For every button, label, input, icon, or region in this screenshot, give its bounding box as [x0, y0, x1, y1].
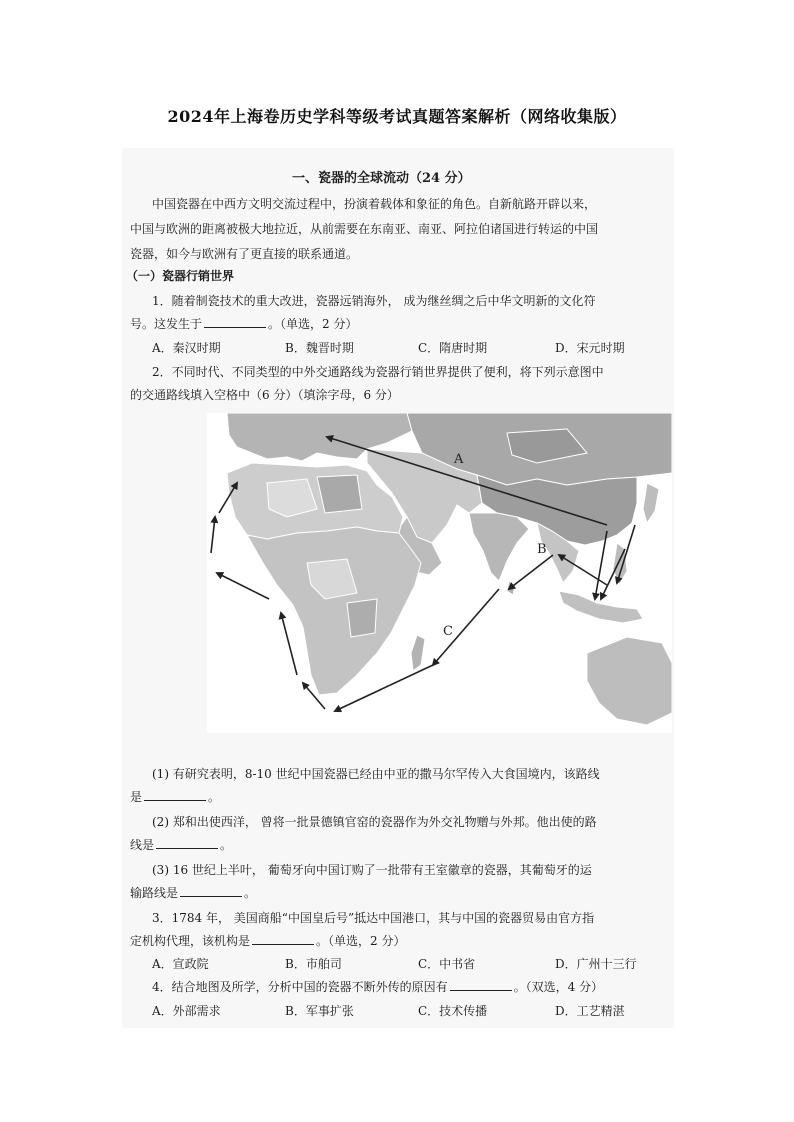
region-shade-2: [317, 475, 362, 513]
q1-note: 。（单选，2 分）: [268, 317, 358, 331]
q4-note: 。（双选，4 分）: [513, 980, 604, 994]
sub-q2-stem: 线是: [130, 838, 155, 852]
sub-q1-end: 。: [208, 790, 221, 804]
section-title: 一、瓷器的全球流动（24 分）: [292, 171, 471, 186]
q4-options: [152, 1003, 662, 1019]
document-title: 2024年上海卷历史学科等级考试真题答案解析（网络收集版）: [167, 107, 627, 126]
sub-q1-stem: 是: [130, 790, 143, 804]
trade-route-map: [207, 413, 672, 733]
q3-line-2: [130, 933, 405, 949]
q1-line-1: 1．随着制瓷技术的重大改进，瓷器远销海外， 成为继丝绸之后中华文明新的文化符: [152, 294, 596, 308]
q4-answer-blank[interactable]: [450, 979, 512, 991]
sub-q3-stem: 输路线是: [130, 886, 179, 900]
q4-option-c[interactable]: C．技术传播: [418, 1004, 488, 1018]
intro-line-1: 中国瓷器在中西方文明交流过程中，扮演着载体和象征的角色。自新航路开辟以来，: [152, 197, 597, 211]
q4-line-1: [152, 979, 603, 995]
q3-option-c[interactable]: C．中书省: [418, 957, 476, 971]
sub-q2-line-1: (2) 郑和出使西洋， 曾将一批景德镇官窑的瓷器作为外交礼物赠与外邦。他出使的路: [152, 815, 597, 829]
q1-option-d[interactable]: D．宋元时期: [555, 341, 625, 355]
q3-option-d[interactable]: D．广州十三行: [555, 957, 637, 971]
q3-stem: 定机构代理，该机构是: [130, 934, 251, 948]
sub-q2-answer-blank[interactable]: [156, 837, 218, 849]
route-label-a: A: [454, 452, 464, 467]
q3-note: 。（单选，2 分）: [316, 934, 406, 948]
intro-line-2: 中国与欧洲的距离被极大地拉近，从前需要在东南亚、南亚、阿拉伯诸国进行转运的中国: [130, 222, 599, 236]
exam-page: [122, 148, 674, 1028]
q4-option-d[interactable]: D．工艺精湛: [555, 1004, 625, 1018]
q1-option-c[interactable]: C．隋唐时期: [418, 341, 488, 355]
q1-option-a[interactable]: A．秦汉时期: [152, 341, 221, 355]
sub-q3-answer-blank[interactable]: [180, 885, 242, 897]
route-label-b: B: [537, 542, 547, 557]
q1-answer-blank[interactable]: [204, 316, 266, 328]
q1-stem: 号。这发生于: [130, 317, 203, 331]
sub-q1-answer-blank[interactable]: [144, 789, 206, 801]
subsection-title: （一）瓷器行销世界: [126, 269, 235, 283]
q4-option-b[interactable]: B．军事扩张: [285, 1004, 354, 1018]
q2-line-2: 的交通路线填入空格中（6 分）（填涂字母，6 分）: [130, 388, 399, 402]
q3-line-1: 3．1784 年， 美国商船“中国皇后号”抵达中国港口，其与中国的瓷器贸易由官方指: [152, 911, 595, 925]
q3-options: [152, 956, 662, 972]
sub-q3-end: 。: [244, 886, 257, 900]
q4-option-a[interactable]: A．外部需求: [152, 1004, 221, 1018]
route-label-c: C: [443, 624, 453, 639]
sub-q3-line-2: [130, 885, 256, 901]
sub-q2-line-2: [130, 837, 232, 853]
sub-q1-line-2: [130, 789, 220, 805]
sub-q2-end: 。: [220, 838, 233, 852]
sub-q1-line-1: (1) 有研究表明，8-10 世纪中国瓷器已经由中亚的撒马尔罕传入大食国境内，该路线: [152, 767, 600, 781]
map-svg: [207, 413, 672, 733]
q1-line-2: [130, 316, 357, 332]
q4-stem: 4．结合地图及所学，分析中国的瓷器不断外传的原因有: [152, 980, 448, 994]
q3-option-b[interactable]: B．市舶司: [285, 957, 342, 971]
q1-option-b[interactable]: B．魏晋时期: [285, 341, 354, 355]
sub-q3-line-1: (3) 16 世纪上半叶， 葡萄牙向中国订购了一批带有王室徽章的瓷器，其葡萄牙的运: [152, 863, 592, 877]
intro-line-3: 瓷器，如今与欧洲有了更直接的联系通道。: [130, 247, 359, 261]
q3-answer-blank[interactable]: [252, 933, 314, 945]
region-shade-4: [347, 599, 377, 637]
q2-line-1: 2．不同时代、不同类型的中外交通路线为瓷器行销世界提供了便利，将下列示意图中: [152, 365, 604, 379]
q3-option-a[interactable]: A．宣政院: [152, 957, 209, 971]
q1-options: [152, 340, 652, 356]
